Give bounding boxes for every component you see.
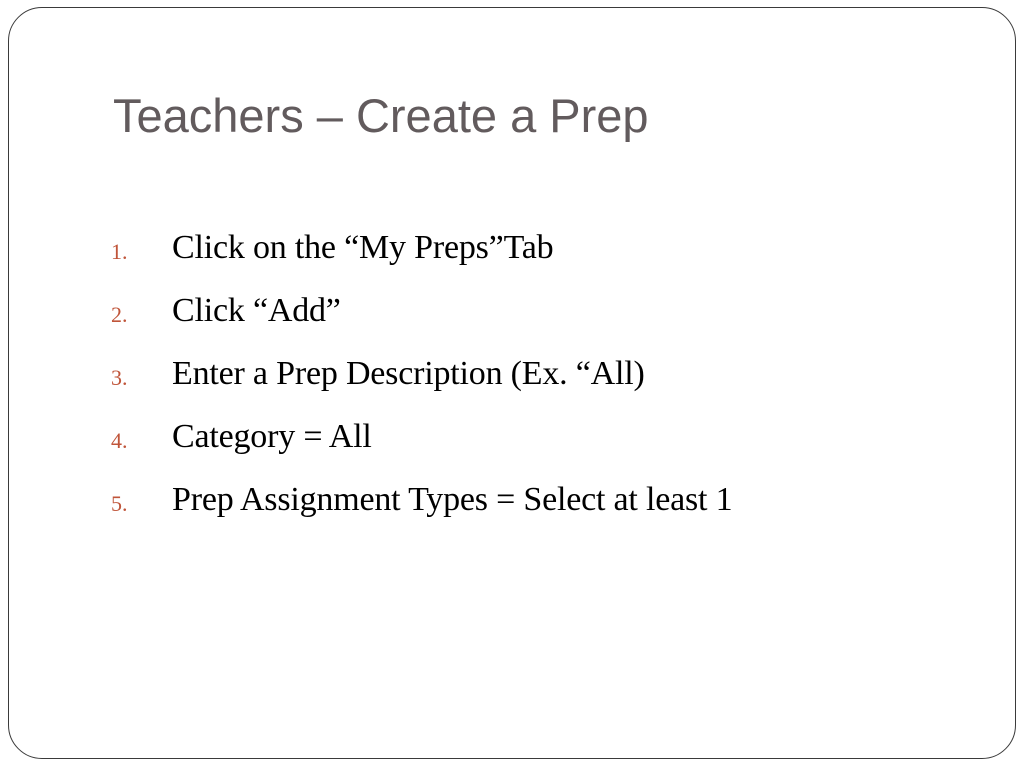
slide-title: Teachers – Create a Prep bbox=[113, 89, 649, 142]
step-text: Enter a Prep Description (Ex. “All) bbox=[172, 355, 645, 392]
step-text: Category = All bbox=[172, 418, 372, 455]
step-text: Click on the “My Preps”Tab bbox=[172, 229, 554, 266]
step-number: 5. bbox=[111, 491, 128, 516]
step-text: Click “Add” bbox=[172, 292, 341, 329]
step-number: 3. bbox=[111, 365, 128, 390]
step-number: 4. bbox=[111, 428, 128, 453]
step-text: Prep Assignment Types = Select at least 1 bbox=[172, 481, 733, 518]
slide bbox=[8, 7, 1016, 759]
step-number: 2. bbox=[111, 302, 128, 327]
step-number: 1. bbox=[111, 239, 128, 264]
